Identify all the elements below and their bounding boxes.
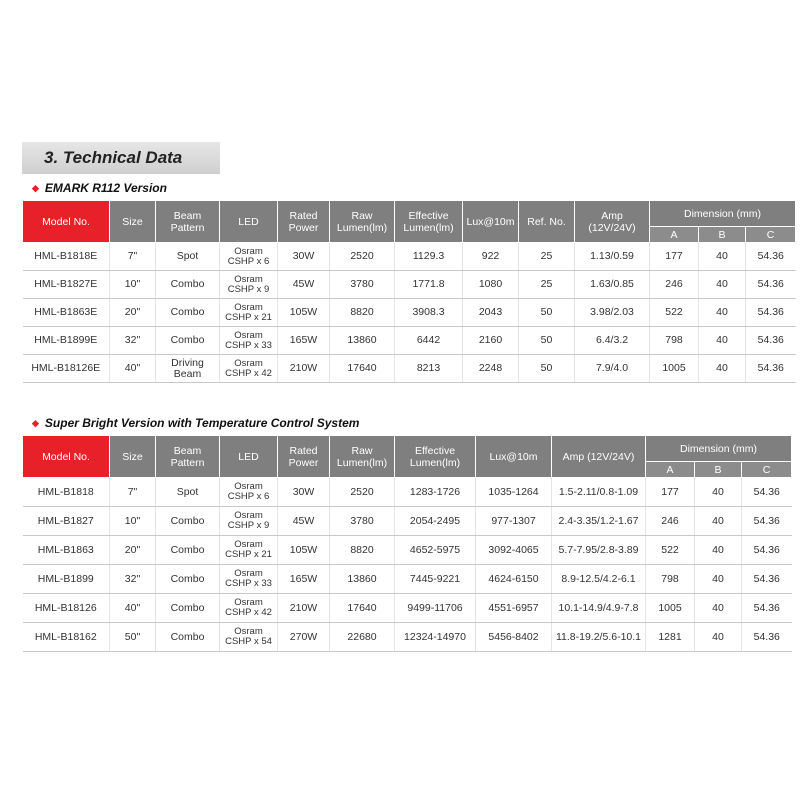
cell-led: Osram CSHP x 6 — [220, 478, 278, 507]
cell-effective-lumen: 12324-14970 — [395, 623, 476, 652]
cell-dim-b: 40 — [699, 271, 746, 299]
cell-model: HML-B1818 — [23, 478, 110, 507]
cell-power: 270W — [278, 623, 330, 652]
cell-dim-b: 40 — [699, 299, 746, 327]
cell-dim-b: 40 — [695, 478, 742, 507]
cell-led: Osram CSHP x 21 — [220, 299, 278, 327]
cell-ref: 50 — [519, 299, 575, 327]
cell-dim-c: 54.36 — [746, 243, 796, 271]
cell-amp: 1.5-2.11/0.8-1.09 — [552, 478, 646, 507]
cell-size: 50" — [110, 623, 156, 652]
cell-led: Osram CSHP x 54 — [220, 623, 278, 652]
cell-raw-lumen: 13860 — [330, 327, 395, 355]
cell-size: 40" — [110, 355, 156, 383]
cell-led: Osram CSHP x 6 — [220, 243, 278, 271]
cell-model: HML-B1827E — [23, 271, 110, 299]
diamond-bullet-icon: ◆ — [32, 418, 39, 428]
superbright-spec-table — [22, 435, 792, 652]
header-size: Size — [110, 436, 156, 478]
cell-amp: 10.1-14.9/4.9-7.8 — [552, 594, 646, 623]
cell-dim-b: 40 — [695, 565, 742, 594]
cell-power: 210W — [278, 355, 330, 383]
cell-beam: Combo — [156, 565, 220, 594]
cell-dim-a: 246 — [646, 507, 695, 536]
section-title: 3. Technical Data — [22, 142, 220, 174]
cell-led: Osram CSHP x 9 — [220, 507, 278, 536]
header-raw-lumen: Raw Lumen(lm) — [330, 436, 395, 478]
cell-dim-b: 40 — [695, 623, 742, 652]
cell-power: 30W — [278, 243, 330, 271]
header-lux: Lux@10m — [463, 201, 519, 243]
cell-power: 165W — [278, 327, 330, 355]
cell-raw-lumen: 2520 — [330, 243, 395, 271]
cell-beam: Spot — [156, 478, 220, 507]
emark-heading-text: EMARK R112 Version — [44, 181, 167, 195]
cell-dim-c: 54.36 — [746, 327, 796, 355]
cell-dim-c: 54.36 — [746, 271, 796, 299]
table-row — [23, 507, 792, 536]
cell-effective-lumen: 8213 — [395, 355, 463, 383]
cell-dim-c: 54.36 — [742, 507, 792, 536]
header-dimension: Dimension (mm) — [646, 436, 792, 462]
cell-model: HML-B1899 — [23, 565, 110, 594]
cell-ref: 25 — [519, 243, 575, 271]
cell-lux: 2043 — [463, 299, 519, 327]
header-amp: Amp (12V/24V) — [575, 201, 650, 243]
cell-lux: 922 — [463, 243, 519, 271]
cell-raw-lumen: 13860 — [330, 565, 395, 594]
cell-model: HML-B1899E — [23, 327, 110, 355]
cell-raw-lumen: 3780 — [330, 271, 395, 299]
cell-amp: 7.9/4.0 — [575, 355, 650, 383]
table-row — [23, 271, 796, 299]
table-row — [23, 299, 796, 327]
cell-dim-c: 54.36 — [742, 623, 792, 652]
cell-led: Osram CSHP x 33 — [220, 565, 278, 594]
cell-led: Osram CSHP x 42 — [220, 594, 278, 623]
emark-heading — [32, 181, 167, 195]
table-row — [23, 243, 796, 271]
table-row — [23, 565, 792, 594]
cell-effective-lumen: 9499-11706 — [395, 594, 476, 623]
cell-led: Osram CSHP x 9 — [220, 271, 278, 299]
header-model: Model No. — [23, 436, 110, 478]
header-dimension: Dimension (mm) — [650, 201, 796, 227]
cell-power: 105W — [278, 299, 330, 327]
cell-size: 32" — [110, 327, 156, 355]
cell-dim-a: 522 — [646, 536, 695, 565]
cell-dim-a: 1281 — [646, 623, 695, 652]
cell-power: 105W — [278, 536, 330, 565]
cell-model: HML-B18126 — [23, 594, 110, 623]
cell-lux: 4624-6150 — [476, 565, 552, 594]
cell-beam: Combo — [156, 594, 220, 623]
cell-lux: 2160 — [463, 327, 519, 355]
cell-dim-a: 1005 — [650, 355, 699, 383]
header-dim-a: A — [646, 462, 695, 478]
table-row — [23, 623, 792, 652]
table-row — [23, 536, 792, 565]
cell-dim-a: 798 — [646, 565, 695, 594]
table-row — [23, 355, 796, 383]
cell-raw-lumen: 22680 — [330, 623, 395, 652]
header-dim-a: A — [650, 227, 699, 243]
cell-lux: 3092-4065 — [476, 536, 552, 565]
cell-dim-b: 40 — [699, 327, 746, 355]
header-amp: Amp (12V/24V) — [552, 436, 646, 478]
cell-power: 210W — [278, 594, 330, 623]
cell-amp: 1.63/0.85 — [575, 271, 650, 299]
cell-dim-a: 177 — [650, 243, 699, 271]
cell-size: 10" — [110, 271, 156, 299]
cell-model: HML-B18162 — [23, 623, 110, 652]
cell-lux: 4551-6957 — [476, 594, 552, 623]
cell-dim-a: 1005 — [646, 594, 695, 623]
cell-ref: 50 — [519, 327, 575, 355]
cell-beam: Driving Beam — [156, 355, 220, 383]
cell-raw-lumen: 3780 — [330, 507, 395, 536]
cell-beam: Combo — [156, 536, 220, 565]
cell-amp: 8.9-12.5/4.2-6.1 — [552, 565, 646, 594]
header-dim-c: C — [742, 462, 792, 478]
cell-size: 7" — [110, 478, 156, 507]
header-led: LED — [220, 436, 278, 478]
header-dim-b: B — [695, 462, 742, 478]
header-power: Rated Power — [278, 201, 330, 243]
cell-lux: 977-1307 — [476, 507, 552, 536]
header-raw-lumen: Raw Lumen(lm) — [330, 201, 395, 243]
cell-dim-c: 54.36 — [746, 299, 796, 327]
cell-dim-a: 177 — [646, 478, 695, 507]
cell-dim-a: 246 — [650, 271, 699, 299]
cell-model: HML-B1863E — [23, 299, 110, 327]
emark-spec-table — [22, 200, 796, 383]
cell-effective-lumen: 1771.8 — [395, 271, 463, 299]
cell-power: 45W — [278, 271, 330, 299]
cell-amp: 6.4/3.2 — [575, 327, 650, 355]
header-beam: Beam Pattern — [156, 436, 220, 478]
table-row — [23, 478, 792, 507]
cell-dim-b: 40 — [695, 507, 742, 536]
header-dim-c: C — [746, 227, 796, 243]
header-effective-lumen: Effective Lumen(lm) — [395, 201, 463, 243]
header-size: Size — [110, 201, 156, 243]
cell-amp: 5.7-7.95/2.8-3.89 — [552, 536, 646, 565]
cell-model: HML-B1863 — [23, 536, 110, 565]
cell-effective-lumen: 4652-5975 — [395, 536, 476, 565]
cell-raw-lumen: 2520 — [330, 478, 395, 507]
table-row — [23, 327, 796, 355]
cell-size: 20" — [110, 299, 156, 327]
cell-raw-lumen: 17640 — [330, 355, 395, 383]
header-power: Rated Power — [278, 436, 330, 478]
diamond-bullet-icon: ◆ — [32, 183, 39, 193]
cell-raw-lumen: 17640 — [330, 594, 395, 623]
header-model: Model No. — [23, 201, 110, 243]
cell-raw-lumen: 8820 — [330, 299, 395, 327]
cell-size: 7" — [110, 243, 156, 271]
cell-effective-lumen: 7445-9221 — [395, 565, 476, 594]
cell-beam: Combo — [156, 327, 220, 355]
cell-effective-lumen: 1129.3 — [395, 243, 463, 271]
cell-amp: 2.4-3.35/1.2-1.67 — [552, 507, 646, 536]
cell-model: HML-B1818E — [23, 243, 110, 271]
cell-dim-b: 40 — [695, 594, 742, 623]
cell-led: Osram CSHP x 21 — [220, 536, 278, 565]
header-lux: Lux@10m — [476, 436, 552, 478]
cell-effective-lumen: 6442 — [395, 327, 463, 355]
cell-lux: 1035-1264 — [476, 478, 552, 507]
header-beam: Beam Pattern — [156, 201, 220, 243]
cell-power: 30W — [278, 478, 330, 507]
cell-dim-c: 54.36 — [742, 478, 792, 507]
cell-beam: Combo — [156, 507, 220, 536]
header-led: LED — [220, 201, 278, 243]
cell-amp: 1.13/0.59 — [575, 243, 650, 271]
cell-power: 45W — [278, 507, 330, 536]
superbright-heading-text: Super Bright Version with Temperature Control System — [44, 416, 360, 430]
cell-size: 32" — [110, 565, 156, 594]
cell-effective-lumen: 3908.3 — [395, 299, 463, 327]
cell-led: Osram CSHP x 42 — [220, 355, 278, 383]
cell-beam: Combo — [156, 299, 220, 327]
cell-size: 10" — [110, 507, 156, 536]
table-row — [23, 594, 792, 623]
cell-lux: 2248 — [463, 355, 519, 383]
cell-beam: Spot — [156, 243, 220, 271]
cell-dim-a: 798 — [650, 327, 699, 355]
header-effective-lumen: Effective Lumen(lm) — [395, 436, 476, 478]
cell-dim-b: 40 — [699, 243, 746, 271]
cell-effective-lumen: 2054-2495 — [395, 507, 476, 536]
cell-ref: 50 — [519, 355, 575, 383]
cell-led: Osram CSHP x 33 — [220, 327, 278, 355]
cell-size: 20" — [110, 536, 156, 565]
cell-amp: 3.98/2.03 — [575, 299, 650, 327]
cell-model: HML-B1827 — [23, 507, 110, 536]
header-ref: Ref. No. — [519, 201, 575, 243]
cell-beam: Combo — [156, 271, 220, 299]
cell-ref: 25 — [519, 271, 575, 299]
cell-beam: Combo — [156, 623, 220, 652]
header-dim-b: B — [699, 227, 746, 243]
cell-effective-lumen: 1283-1726 — [395, 478, 476, 507]
cell-size: 40" — [110, 594, 156, 623]
cell-dim-c: 54.36 — [742, 565, 792, 594]
cell-dim-c: 54.36 — [742, 594, 792, 623]
cell-lux: 5456-8402 — [476, 623, 552, 652]
superbright-heading — [32, 416, 359, 430]
cell-power: 165W — [278, 565, 330, 594]
cell-dim-b: 40 — [699, 355, 746, 383]
cell-raw-lumen: 8820 — [330, 536, 395, 565]
cell-model: HML-B18126E — [23, 355, 110, 383]
cell-amp: 11.8-19.2/5.6-10.1 — [552, 623, 646, 652]
cell-dim-b: 40 — [695, 536, 742, 565]
cell-dim-c: 54.36 — [742, 536, 792, 565]
cell-dim-c: 54.36 — [746, 355, 796, 383]
cell-lux: 1080 — [463, 271, 519, 299]
cell-dim-a: 522 — [650, 299, 699, 327]
